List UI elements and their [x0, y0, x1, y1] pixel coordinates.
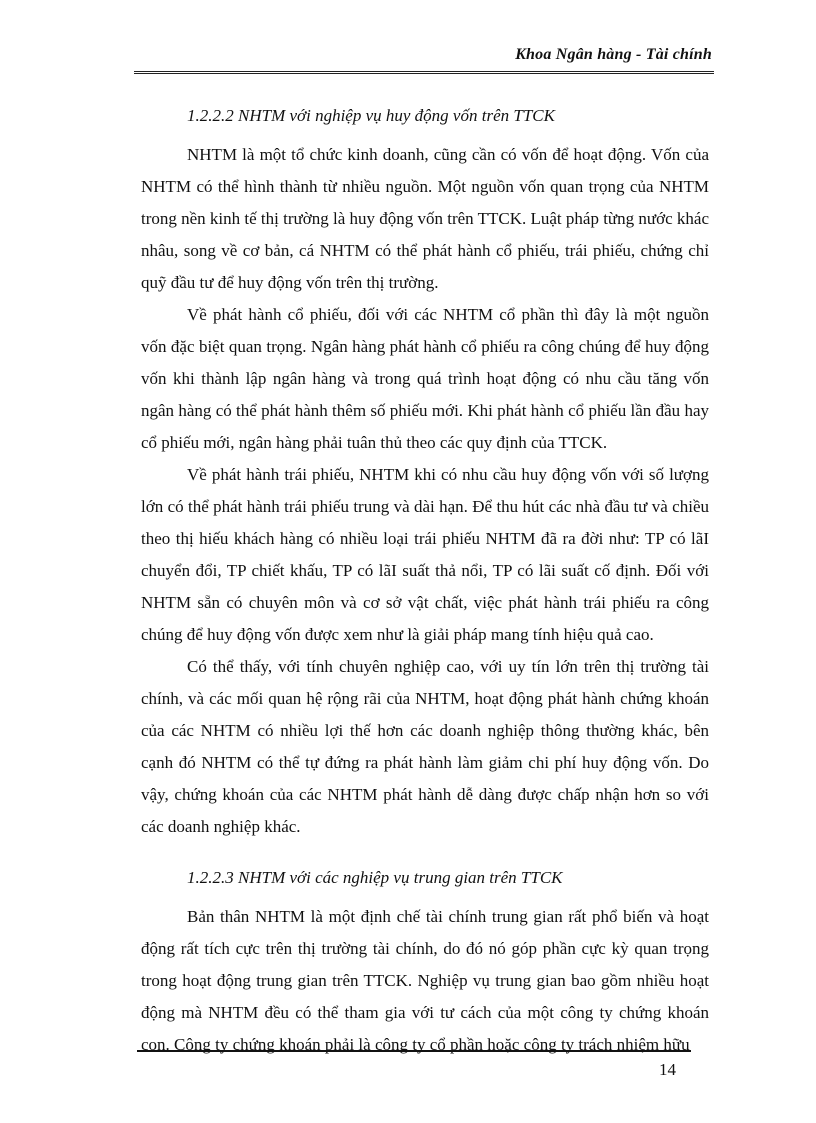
header-divider [134, 71, 714, 74]
paragraph-3: Về phát hành trái phiếu, NHTM khi có nhu cầu huy động vốn với số lượng lớn có thể phát hành trái phiếu trung và dài hạn. Để thu hút các nhà đầu tư và chiều theo thị hiếu khách hàng có nhiều loại trái phiếu NHTM đã ra đời như: TP có lãI chuyển đổi, TP chiết khấu, TP có lãI suất thả nổi, TP có lãi suất cố định. Đối với NHTM sẵn có chuyên môn và cơ sở vật chất, việc phát hành trái phiếu ra công chúng để huy động vốn được xem như là giải pháp mang tính hiệu quả cao. [141, 465, 709, 644]
section-gap [141, 843, 709, 865]
paragraph-1: NHTM là một tổ chức kinh doanh, cũng cần có vốn để hoạt động. Vốn của NHTM có thể hình thành từ nhiều nguồn. Một nguồn vốn quan trọng của NHTM trong nền kinh tế thị trường là huy động vốn trên TTCK. Luật pháp từng nước khác nhâu, song về cơ bản, cá NHTM có thể phát hành cổ phiếu, trái phiếu, chứng chỉ quỹ đầu tư để huy động vốn trên thị trường. [141, 145, 709, 292]
paragraph-2: Về phát hành cổ phiếu, đối với các NHTM cổ phần thì đây là một nguồn vốn đặc biệt quan trọng. Ngân hàng phát hành cổ phiếu ra công chúng để huy động vốn khi thành lập ngân hàng và trong quá trình hoạt động có nhu cầu tăng vốn ngân hàng có thể phát hành thêm số phiếu mới. Khi phát hành cổ phiếu lần đầu hay cổ phiếu mới, ngân hàng phải tuân thủ theo các quy định của TTCK. [141, 305, 709, 452]
header-title: Khoa Ngân hàng - Tài chính [515, 46, 712, 63]
section-heading-2: 1.2.2.3 NHTM với các nghiệp vụ trung gian trên TTCK [187, 868, 563, 887]
footer-divider [137, 1050, 691, 1052]
section-heading-1: 1.2.2.2 NHTM với nghiệp vụ huy động vốn trên TTCK [187, 106, 555, 125]
paragraph-5: Bản thân NHTM là một định chế tài chính trung gian rất phổ biến và hoạt động rất tích cực trên thị trường tài chính, do đó nó góp phần cực kỳ quan trọng trong hoạt động trung gian trên TTCK. Nghiệp vụ trung gian bao gồm nhiều hoạt động mà NHTM đều có thể tham gia với tư cách của một công ty chứng khoán con. Công ty chứng khoán phải là công ty cổ phần hoặc công ty trách nhiệm hữu [141, 907, 709, 1054]
page-body [141, 103, 709, 1061]
page-number: 14 [659, 1060, 676, 1079]
paragraph-4: Có thể thấy, với tính chuyên nghiệp cao, với uy tín lớn trên thị trường tài chính, và các mối quan hệ rộng rãi của NHTM, hoạt động phát hành chứng khoán của các NHTM có nhiều lợi thế hơn các doanh nghiệp thông thường khác, bên cạnh đó NHTM có thể tự đứng ra phát hành làm giảm chi phí huy động vốn. Do vậy, chứng khoán của các NHTM phát hành dễ dàng được chấp nhận hơn so với các doanh nghiệp khác. [141, 657, 709, 836]
